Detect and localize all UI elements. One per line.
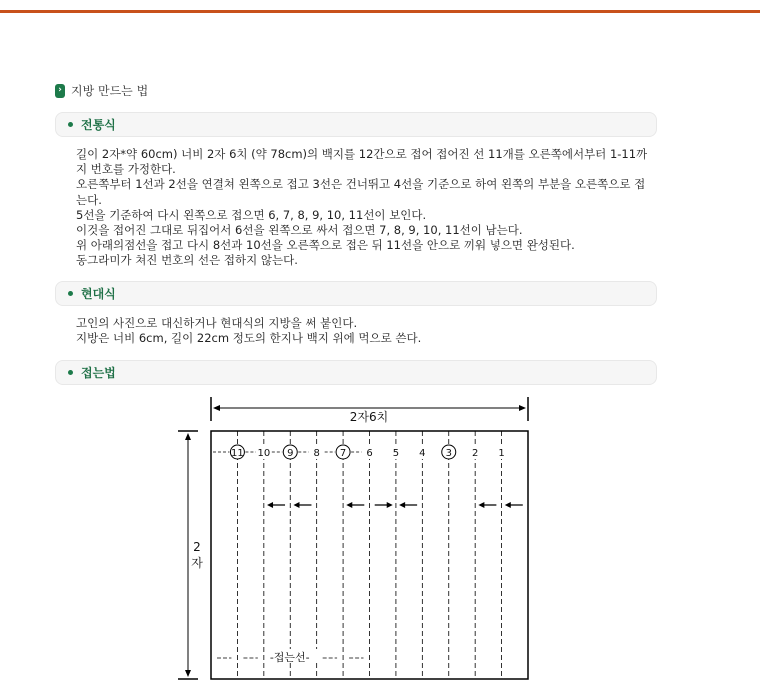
fold-line-number: 5 (392, 448, 400, 459)
folding-diagram (170, 393, 550, 693)
arrow-right-icon (387, 502, 393, 508)
paragraph-line: 길이 2자*약 60cm) 너비 2자 6치 (약 78cm)의 백지를 12간으로 접어 접어진 선 11개를 오른쪽에서부터 1-11까지 번호를 가정한다. (76, 147, 648, 177)
fold-line-number: 2 (471, 448, 479, 459)
arrow-left-icon (478, 502, 484, 508)
arrow-left-icon (293, 502, 299, 508)
fold-line-number: 9 (287, 448, 294, 459)
paragraph-line: 오른쪽부터 1선과 2선을 연결쳐 왼쪽으로 접고 3선은 건너뛰고 4선을 기준으로 하여 왼쪽의 부분을 오른쪽으로 접는다. (76, 177, 646, 207)
fold-line-number: 3 (445, 448, 452, 459)
paragraph-line: 지방은 너비 6cm, 길이 22cm 정도의 한지나 백지 위에 먹으로 쓴다. (76, 331, 422, 346)
top-accent-bar (0, 10, 760, 13)
fold-line-number: 7 (339, 448, 347, 459)
fold-line-number: 8 (313, 448, 320, 459)
section-header-folding (55, 360, 657, 385)
page-title-text: 지방 만드는 법 (71, 84, 149, 98)
arrowhead-down-icon (185, 670, 191, 677)
bullet-dot-icon (68, 291, 73, 296)
paragraph-line: 이것을 접어진 그대로 뒤집어서 6선을 왼쪽으로 싸서 접으면 7, 8, 9, 10, 11선이 남는다. (76, 223, 523, 238)
height-label-top: 2 (193, 540, 201, 554)
paragraph-line: 동그라미가 쳐진 번호의 선은 접하지 않는다. (76, 253, 298, 268)
width-label: 2자6치 (349, 410, 389, 424)
fold-line-number: 6 (366, 448, 373, 459)
fold-lines-group (229, 431, 522, 679)
arrowhead-up-icon (185, 433, 191, 440)
bullet-dot-icon (68, 122, 73, 127)
section-body-traditional (76, 147, 656, 269)
section-title: 현대식 (81, 287, 116, 301)
arrowhead-left-icon (213, 405, 220, 411)
height-label-bottom: 자 (191, 556, 203, 570)
fold-line-number: 1 (498, 448, 505, 459)
arrow-left-icon (399, 502, 405, 508)
paragraph-line: 5선을 기준하여 다시 왼쪽으로 접으면 6, 7, 8, 9, 10, 11선이 보인다. (76, 207, 427, 222)
chevron-right-icon: › (55, 84, 65, 98)
arrow-left-icon (267, 502, 273, 508)
section-title: 접는법 (81, 366, 116, 380)
section-header-modern (55, 281, 657, 306)
fold-line-number: 4 (419, 448, 426, 459)
arrowhead-right-icon (519, 405, 526, 411)
fold-line-label: -접는선- (269, 651, 310, 664)
section-body-modern (76, 316, 656, 346)
fold-line-number: 10 (257, 448, 271, 459)
edge-dashes-group (213, 452, 364, 658)
section-header-traditional (55, 112, 657, 137)
page-title (55, 82, 148, 99)
arrow-left-icon (346, 502, 352, 508)
paragraph-line: 위 아래의점선을 접고 다시 8선과 10선을 오른쪽으로 접은 뒤 11선을 안으로 끼워 넣으면 완성된다. (76, 238, 575, 253)
paragraph-line: 고인의 사진으로 대신하거나 현대식의 지방을 써 붙인다. (76, 316, 358, 330)
section-title: 전통식 (81, 118, 116, 132)
bullet-dot-icon (68, 370, 73, 375)
arrow-left-icon (505, 502, 511, 508)
fold-line-number: 11 (231, 448, 244, 459)
